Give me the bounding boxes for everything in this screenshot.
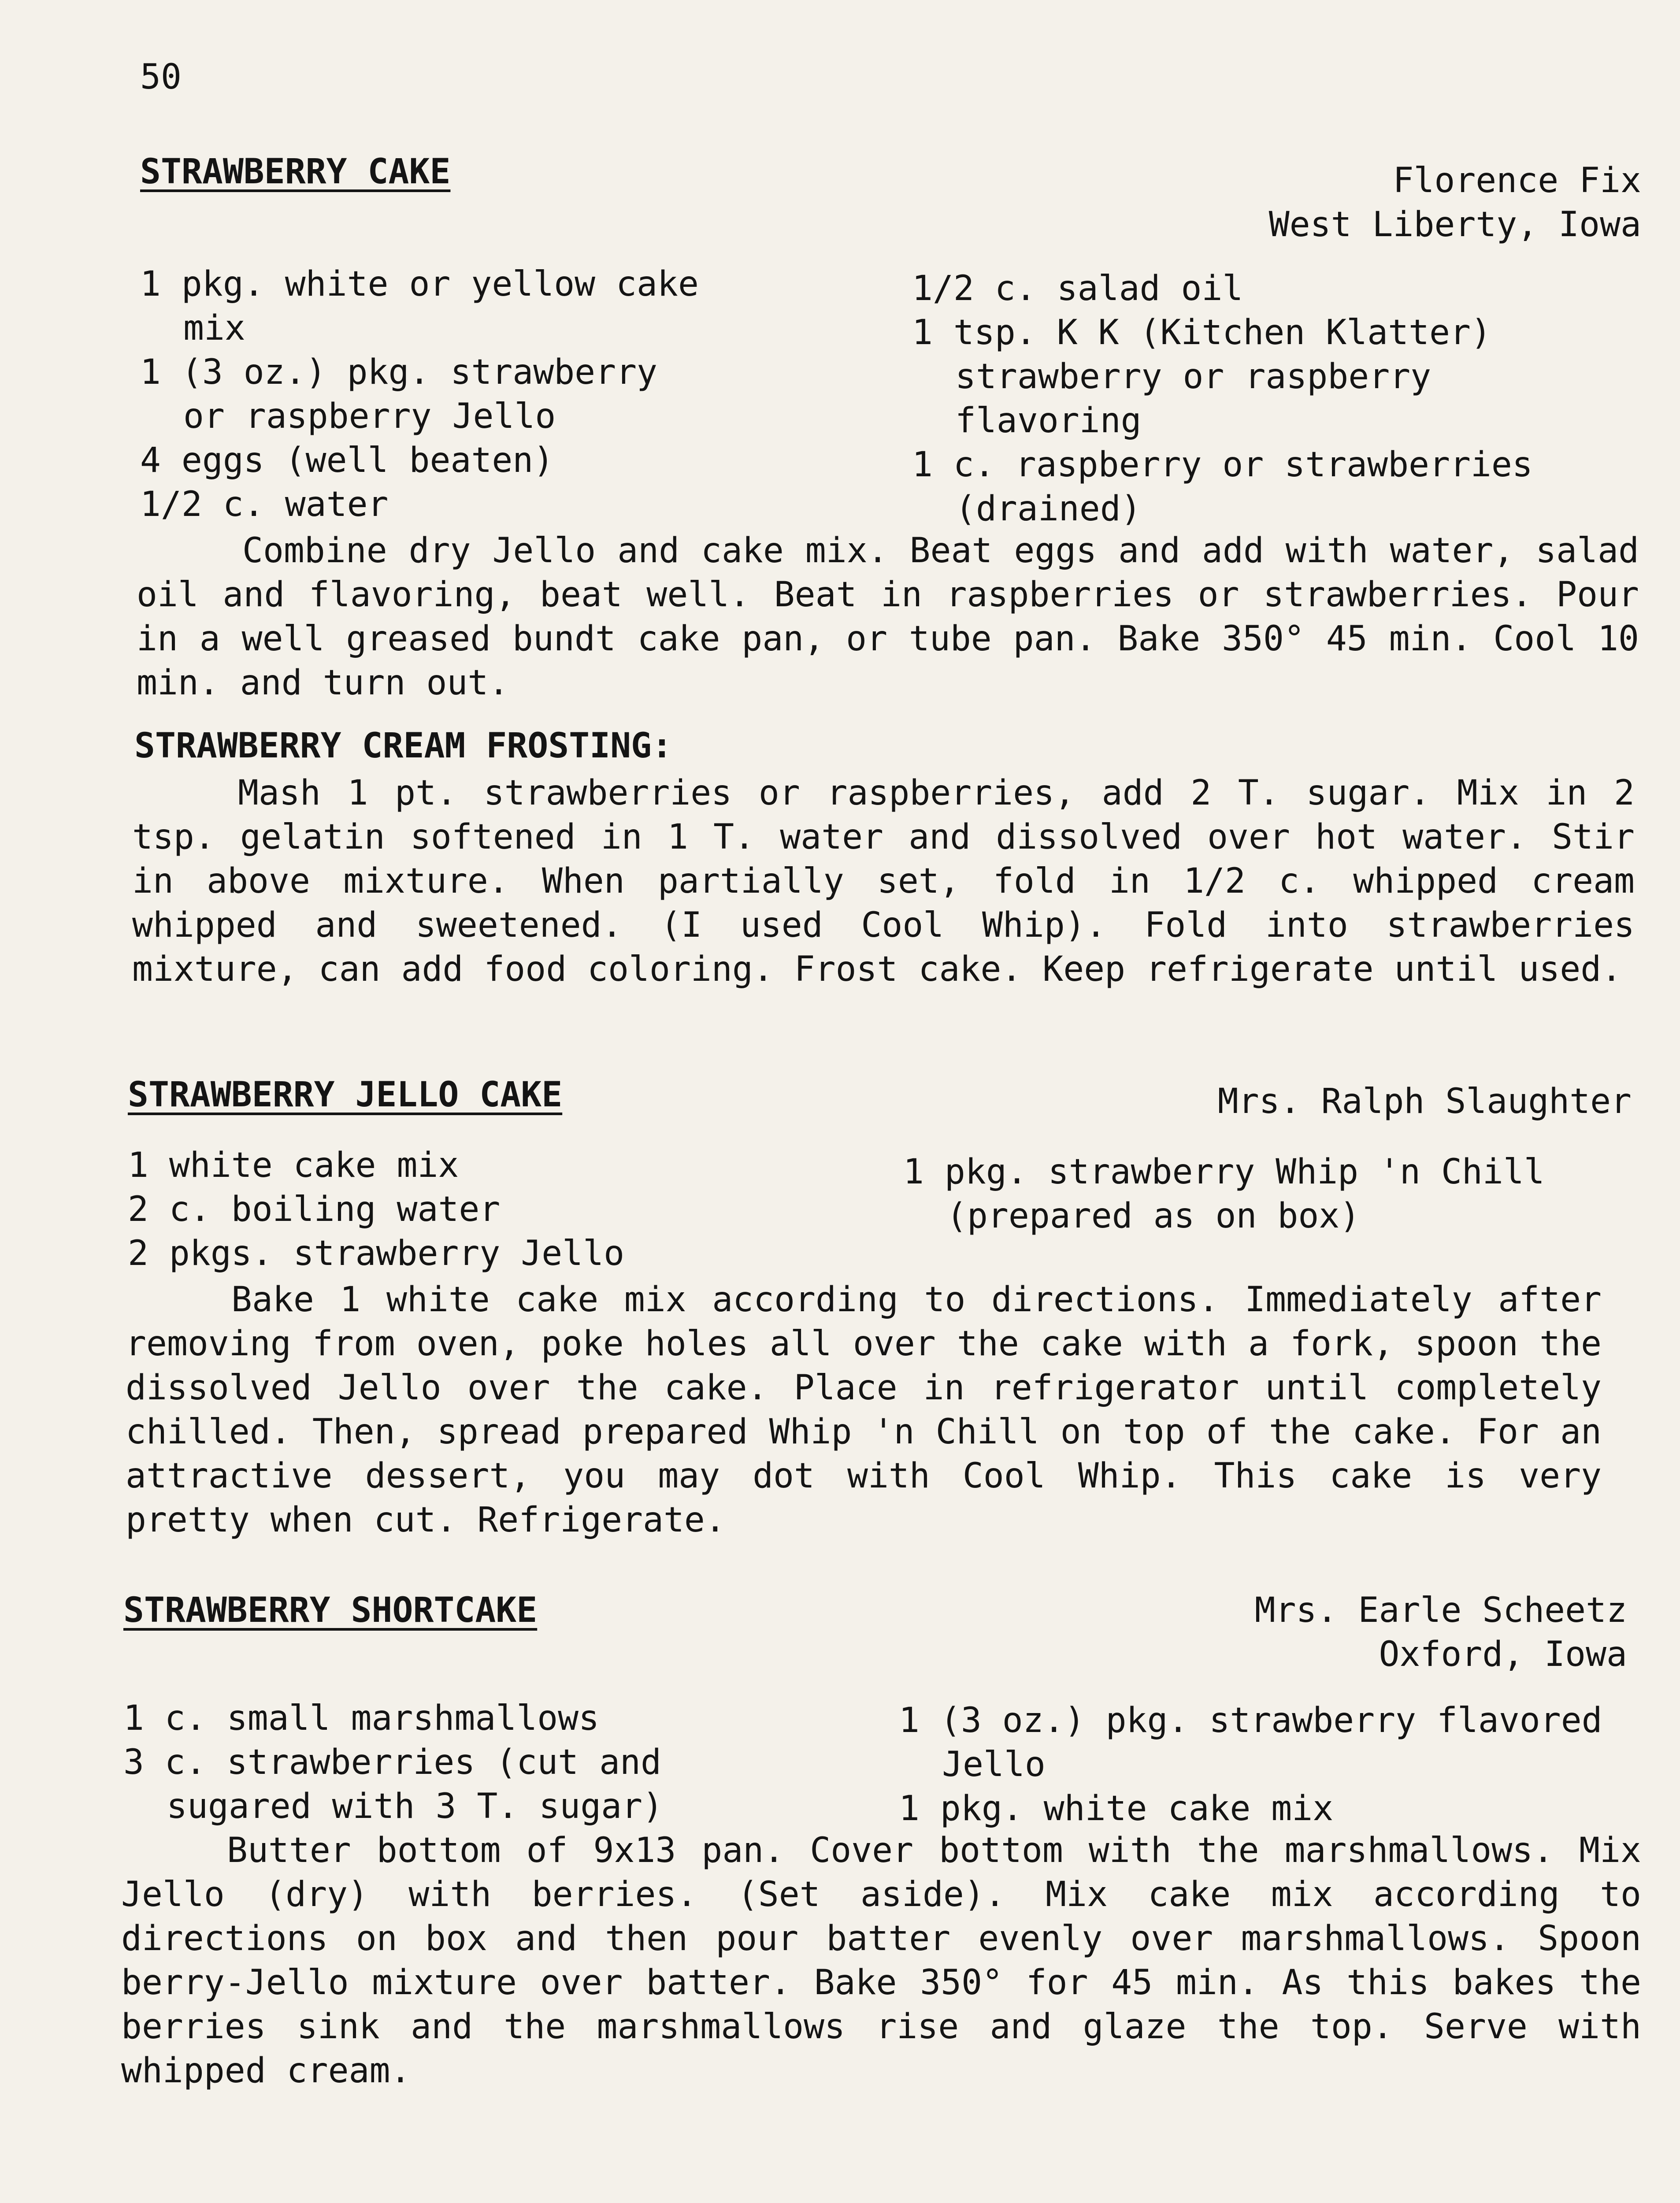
- ingredient: 1 (3 oz.) pkg. strawberry flavored: [899, 1701, 1602, 1740]
- directions: Bake 1 white cake mix according to directions. Immediately after removing from oven, poke holes all over the cake with a fork, spoon the dissolved Jello over the cake. Place in refrigerator until completely chilled. Then, spread prepared Whip 'n Chill on top of the cake. For an attractive dessert, you may dot with Cool Whip. This cake is very pretty when cut. Refrigerate.: [126, 1280, 1602, 1540]
- recipe-title: STRAWBERRY CREAM FROSTING:: [134, 726, 672, 766]
- ingredient: Jello: [942, 1745, 1046, 1784]
- contributor: [1218, 1079, 1632, 1124]
- recipe-title: STRAWBERRY SHORTCAKE: [123, 1591, 538, 1630]
- ingredient: flavoring: [955, 401, 1142, 441]
- contributor-name: Mrs. Earle Scheetz: [1254, 1591, 1627, 1630]
- ingredient: 1 tsp. K K (Kitchen Klatter): [912, 313, 1491, 352]
- contributor-name: Mrs. Ralph Slaughter: [1217, 1082, 1632, 1121]
- ingredient: strawberry or raspberry: [955, 357, 1432, 397]
- ingredient: 1 white cake mix: [128, 1146, 459, 1185]
- contributor: [1269, 159, 1641, 247]
- contributor: [1255, 1588, 1627, 1676]
- recipe-title: STRAWBERRY JELLO CAKE: [128, 1075, 563, 1115]
- ingredient: 4 eggs (well beaten): [140, 441, 554, 480]
- ingredients-left: [123, 1696, 663, 1828]
- ingredients-right: [912, 267, 1533, 531]
- ingredient: 1 pkg. white or yellow cake: [140, 264, 699, 304]
- ingredients-right: [899, 1699, 1602, 1831]
- directions: Combine dry Jello and cake mix. Beat eggs and add with water, salad oil and flavoring, beat well. Beat in raspberries or strawberries. Pour in a well greased bundt cake pan, or tube pan. Bake 350° 45 min. Cool 10 min. and turn out.: [137, 531, 1639, 703]
- ingredient: 1 (3 oz.) pkg. strawberry: [140, 352, 657, 392]
- directions: Butter bottom of 9x13 pan. Cover bottom with the marshmallows. Mix Jello (dry) with berries. (Set aside). Mix cake mix according to directions on box and then pour batter evenly over marshmallows. Spoon berry-Jello mixture over batter. Bake 350° for 45 min. As this bakes the berries sink and the marshmallows rise and glaze the top. Serve with whipped cream.: [121, 1831, 1641, 2091]
- ingredient: or raspberry Jello: [183, 397, 556, 436]
- recipe-title: STRAWBERRY CAKE: [140, 152, 451, 192]
- ingredient: 2 pkgs. strawberry Jello: [128, 1234, 625, 1273]
- ingredient: mix: [183, 308, 245, 348]
- contributor-place: West Liberty, Iowa: [1268, 205, 1641, 245]
- ingredient: 1 pkg. white cake mix: [899, 1789, 1334, 1828]
- ingredient: 1/2 c. water: [140, 485, 389, 524]
- ingredient: 1 c. small marshmallows: [123, 1699, 600, 1738]
- ingredient: 1 pkg. strawberry Whip 'n Chill: [903, 1152, 1545, 1192]
- ingredient: 2 c. boiling water: [128, 1190, 501, 1229]
- ingredient: (prepared as on box): [946, 1196, 1361, 1236]
- ingredients-left: [140, 262, 699, 527]
- ingredient: sugared with 3 T. sugar): [167, 1787, 664, 1826]
- contributor-place: Oxford, Iowa: [1379, 1635, 1627, 1674]
- ingredient: (drained): [955, 489, 1142, 529]
- page-number: 50: [140, 57, 182, 97]
- ingredients-left: [128, 1143, 624, 1276]
- ingredient: 3 c. strawberries (cut and: [123, 1743, 661, 1782]
- ingredient: 1 c. raspberry or strawberries: [912, 445, 1533, 485]
- directions: Mash 1 pt. strawberries or raspberries, add 2 T. sugar. Mix in 2 tsp. gelatin softened in 1 T. water and dissolved over hot water. Stir in above mixture. When partially set, fold in 1/2 c. whipped cream whipped and sweetened. (I used Cool Whip). Fold into strawberries mixture, can add food coloring. Frost cake. Keep refrigerate until used.: [132, 773, 1635, 989]
- ingredients-right: [903, 1150, 1545, 1238]
- ingredient: 1/2 c. salad oil: [912, 269, 1243, 308]
- contributor-name: Florence Fix: [1393, 161, 1641, 200]
